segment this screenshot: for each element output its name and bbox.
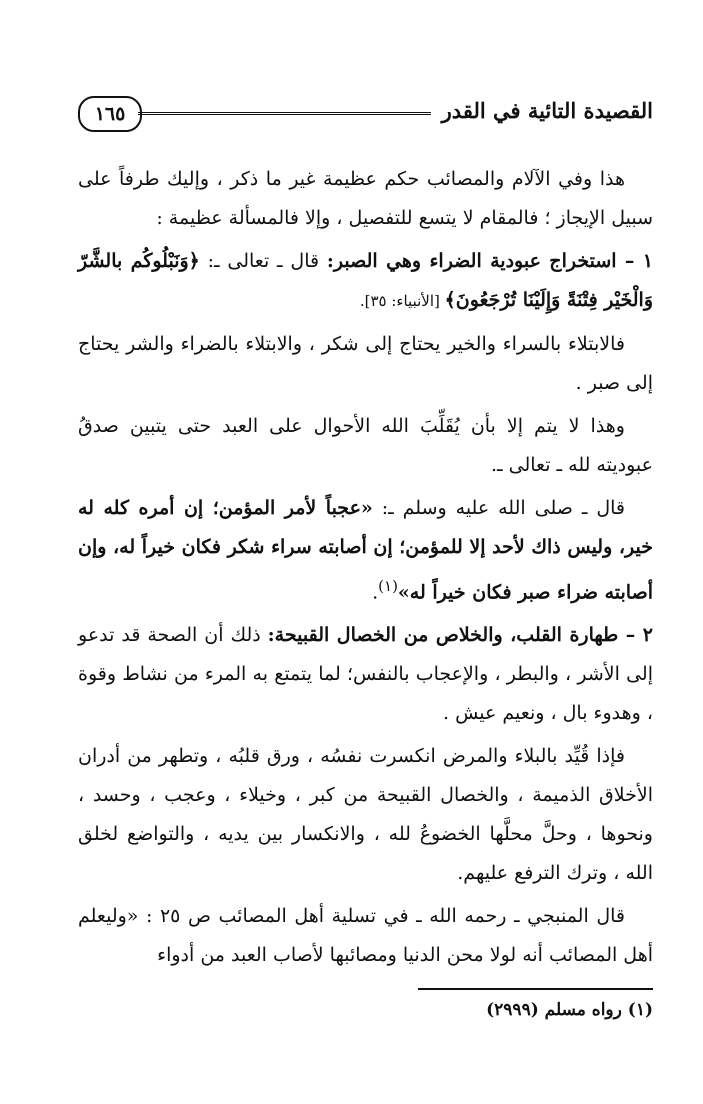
paragraph: فإذا قُيِّد بالبلاء والمرض انكسرت نفسُه ، ورق قلبُه ، وتطهر من أدران الأخلاق الذميمة ، والخصال القبيحة من كبر ، وخيلاء ، وعجب ، وحسد ، ونحوها ، وحلَّ محلَّها الخضوعُ لله ، والانكسار بين يديه ، والتواضع لخلق الله ، وترك الترفع عليهم. xyxy=(78,745,653,885)
hadith-quote: «عجباً لأمر المؤمن؛ إن أمره كله له خير، وليس ذاك لأحد إلا للمؤمن؛ إن أصابته سراء شكر فكان خيراً له، وإن أصابته ضراء صبر فكان خيراً له» xyxy=(78,497,653,604)
section-heading: ٢ – طهارة القلب، والخلاص من الخصال القبيحة: xyxy=(267,624,653,647)
paragraph: وهذا لا يتم إلا بأن يُقَلِّبَ الله الأحوال على العبد حتى يتبين صدقُ عبوديته لله ـ تعالى ـ. xyxy=(78,415,653,476)
page-number: ١٦٥ xyxy=(78,96,142,132)
text-run: قال ـ صلى الله عليه وسلم ـ: xyxy=(372,497,626,519)
verse-reference: [الأنبياء: ٣٥]. xyxy=(359,292,445,310)
paragraph xyxy=(78,489,653,612)
paragraph: قال المنبجي ـ رحمه الله ـ في تسلية أهل المصائب ص ٢٥ : «وليعلم أهل المصائب أنه لولا محن الدنيا ومصائبها لأصاب العبد من أدواء xyxy=(78,905,653,967)
footnote: (١) رواه مسلم (٢٩٩٩) xyxy=(486,1000,653,1020)
header-rule xyxy=(138,112,431,115)
paragraph xyxy=(78,616,653,733)
paragraph: هذا وفي الآلام والمصائب حكم عظيمة غير ما ذكر ، وإليك طرفاً على سبيل الإيجاز ؛ فالمقام لا يتسع للتفصيل ، وإلا فالمسألة عظيمة : xyxy=(78,168,653,229)
text-run: ذلك أن الصحة قد تدعو إلى الأشر ، والبطر ، والإعجاب بالنفس؛ لما يتمتع به المرء من نشاط وقوة ، وهدوء بال ، ونعيم عيش . xyxy=(78,624,653,725)
running-header xyxy=(78,96,653,136)
paragraph xyxy=(78,242,653,321)
text-run: قال ـ تعالى ـ: xyxy=(199,250,327,272)
body-text xyxy=(78,160,653,979)
quran-verse: ﴿وَنَبْلُوكُم بالشَّرّ وَالْخَيْر فِتْنَةً وَإِلَيْنَا تُرْجَعُونَ﴾ xyxy=(78,250,653,311)
footnote-marker[interactable]: (١) xyxy=(378,577,398,595)
running-title: القصيدة التائية في القدر xyxy=(441,98,653,123)
text-run: . xyxy=(372,581,379,604)
paragraph: فالابتلاء بالسراء والخير يحتاج إلى شكر ، والابتلاء بالضراء والشر يحتاج إلى صبر . xyxy=(78,333,653,394)
section-heading: ١ – استخراج عبودية الضراء وهي الصبر: xyxy=(326,250,654,272)
footnote-rule xyxy=(418,988,653,990)
